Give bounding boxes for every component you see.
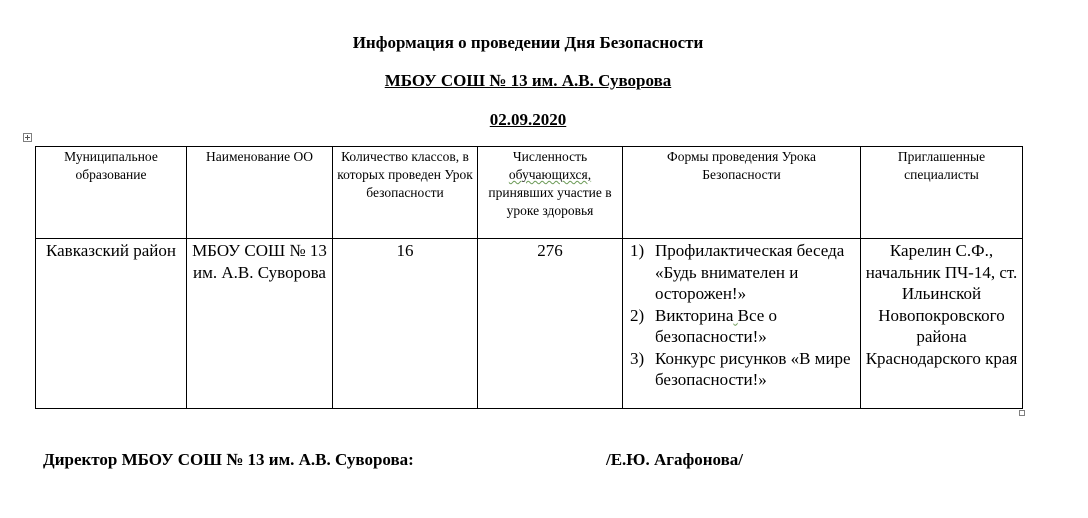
table-resize-handle-icon[interactable]	[1019, 410, 1025, 416]
cell-students-count: 276	[478, 239, 623, 409]
list-item	[655, 305, 856, 348]
header-municipality: Муниципальное образование	[36, 147, 187, 239]
header-students-count	[478, 147, 623, 239]
header-organization: Наименование ОО	[187, 147, 333, 239]
header-forms: Формы проведения Урока Безопасности	[623, 147, 861, 239]
quiz-word: Викторина	[655, 305, 734, 325]
table-move-handle-icon[interactable]	[23, 133, 32, 142]
table-row	[36, 239, 1023, 409]
info-table	[35, 146, 1023, 409]
list-item: Профилактическая беседа «Будь внимателен и осторожен!»	[655, 241, 845, 303]
director-name: /Е.Ю. Агафонова/	[606, 450, 743, 469]
forms-list	[627, 240, 856, 391]
cell-organization: МБОУ СОШ № 13 им. А.В. Суворова	[187, 239, 333, 409]
table-header-row	[36, 147, 1023, 239]
school-name-heading: МБОУ СОШ № 13 им. А.В. Суворова	[384, 71, 672, 90]
event-date: 02.09.2020	[489, 110, 567, 129]
header-specialists: Приглашенные специалисты	[861, 147, 1023, 239]
header-classes-count: Количество классов, в которых проведен Урок безопасности	[333, 147, 478, 239]
quiz-rest: Все о безопасности!»	[655, 305, 778, 346]
header-students-underlined: обучающихся,	[508, 167, 592, 182]
list-item: Конкурс рисунков «В мире безопасности!»	[655, 348, 851, 389]
cell-forms	[623, 239, 861, 409]
cell-specialists: Карелин С.Ф., начальник ПЧ-14, ст. Ильинской Новопокровского района Краснодарского края	[861, 239, 1023, 409]
header-students-count-suffix: принявших участие в уроке здоровья	[488, 185, 612, 218]
cell-municipality: Кавказский район	[36, 239, 187, 409]
document-title: Информация о проведении Дня Безопасности	[352, 33, 704, 52]
director-label: Директор МБОУ СОШ № 13 им. А.В. Суворова:	[43, 450, 414, 469]
header-students-count-prefix: Численность	[512, 149, 588, 164]
cell-classes-count: 16	[333, 239, 478, 409]
